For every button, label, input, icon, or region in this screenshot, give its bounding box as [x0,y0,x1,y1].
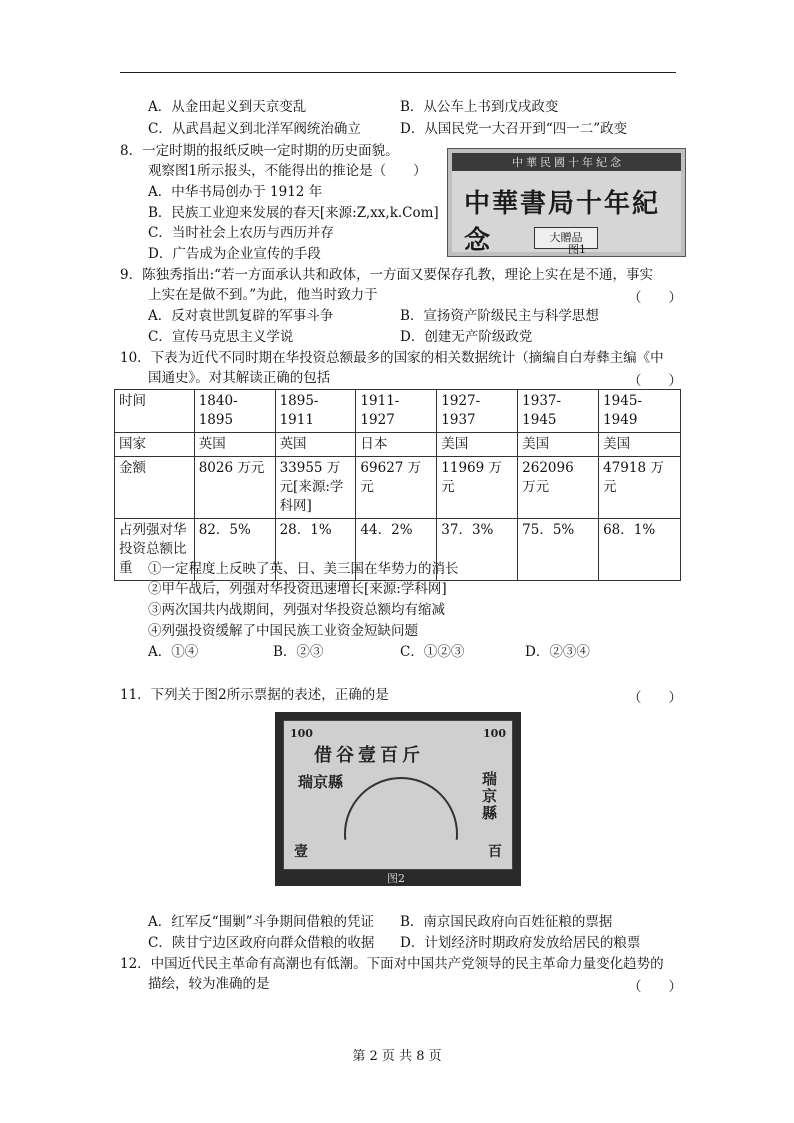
table-header-period: 时间 [115,390,195,433]
q10-option-c: C．①②③ [400,644,465,660]
q10-option-b: B．②③ [273,644,324,660]
figure-2-county-right: 瑞京縣 [482,770,498,822]
figure-2-denomination-br: 百 [488,844,502,860]
q12-stem-2: 描绘，较为准确的是 [148,976,270,992]
figure-2-denomination-bl: 壹 [294,844,308,860]
q10-stem: 10．下表为近代不同时期在华投资总额最多的国家的相关数据统计（摘编自白寿彝主编《中 [120,350,664,366]
q7-option-b: B．从公车上书到戊戌政变 [400,99,559,115]
table-cell: 1895-1911 [275,390,356,433]
table-cell: 1945-1949 [599,390,681,433]
q8-option-d: D．广告成为企业宣传的手段 [148,246,321,262]
q10-option-a: A．①④ [148,644,199,660]
table-cell: 1927-1937 [437,390,518,433]
table-cell: 美国 [599,433,681,457]
figure-1-gift-box: 大贈品 [534,227,598,249]
figure-2-county-left: 瑞京縣 [298,773,344,791]
q9-stem: 9．陈独秀指出:“若一方面承认共和政体，一方面又要保存孔教，理论上实在是不通，事实 [120,267,654,283]
figure-1-caption: 图1 [568,243,586,256]
table-cell: 英国 [194,433,275,457]
q9-stem-2: 上实在是做不到。”为此，他当时致力于 [148,287,378,303]
q11-option-c: C．陕甘宁边区政府向群众借粮的收据 [148,935,375,951]
table-cell: 1911-1927 [356,390,437,433]
figure-1-banner [452,153,681,171]
table-cell: 1937-1945 [518,390,599,433]
table-cell: 75．5% [518,519,599,581]
q9-option-a: A．反对袁世凯复辟的军事斗争 [148,308,334,324]
figure-2-grain-receipt [275,712,521,886]
q10-statement-2: ②甲午战后，列强对华投资迅速增长[来源:学科网] [148,581,447,597]
q9-option-c: C．宣传马克思主义学说 [148,329,294,345]
table-cell: 28．1% [275,519,356,581]
q11-option-b: B．南京国民政府向百姓征粮的票据 [400,914,613,930]
q9-option-d: D．创建无产阶级政党 [400,329,533,345]
q12-answer-paren: （ ） [628,979,682,995]
q7-option-a: A．从金田起义到天京变乱 [148,99,307,115]
table-cell: 68．1% [599,519,681,581]
q12-stem: 12．中国近代民主革命有高潮也有低潮。下面对中国共产党领导的民主革命力量变化趋势的 [120,956,664,972]
q10-statement-4: ④列强投资缓解了中国民族工业资金短缺问题 [148,623,418,639]
figure-2-caption: 图2 [387,872,405,885]
table-cell: 82．5% [194,519,275,581]
figure-1-newspaper-header [447,148,686,257]
figure-2-denomination-tr: 100 [483,727,506,740]
table-cell: 262096 万元 [518,457,599,519]
figure-1-title: 中華書局十年紀念 [464,189,661,256]
q8-option-b: B．民族工业迎来发展的春天[来源:Z,xx,k.Com] [148,205,439,221]
figure-1-banner-text: 中華民國十年紀念 [512,156,624,169]
table-cell: 37．3% [437,519,518,581]
table-cell: 11969 万元 [437,457,518,519]
q9-answer-paren: （ ） [628,290,682,306]
table-cell: 44．2% [356,519,437,581]
q7-option-d: D．从国民党一大召开到“四一二”政变 [400,121,628,137]
figure-2-title: 借谷壹百斤 [314,745,424,766]
table-cell: 美国 [437,433,518,457]
header-rule [120,72,676,73]
q10-statement-3: ③两次国共内战期间，列强对华投资总额均有缩减 [148,602,445,618]
q11-stem: 11．下列关于图2所示票据的表述，正确的是 [120,687,389,703]
q10-stem-2: 国通史》。对其解读正确的包括 [148,370,331,386]
table-cell: 69627 万元 [356,457,437,519]
q11-answer-paren: （ ） [628,690,682,706]
q8-stem: 8．一定时期的报纸反映一定时期的历史面貌。 [120,143,399,159]
figure-1-paper [452,153,681,256]
q10-answer-paren: （ ） [628,373,682,389]
q8-stem-2: 观察图1所示报头，不能得出的推论是（ ） [148,163,427,179]
q9-option-b: B．宣扬资产阶级民主与科学思想 [400,308,599,324]
table-cell: 1840-1895 [194,390,275,433]
investment-table [114,389,681,581]
figure-2-denomination-tl: 100 [290,727,313,740]
table-header-country: 国家 [115,433,195,457]
figure-2-paper [283,720,513,870]
page-number: 第 2 页 共 8 页 [352,1049,442,1064]
table-cell: 33955 万元[来源:学科网] [275,457,356,519]
table-header-share: 占列强对华投资总额比重 [115,519,195,581]
table-cell: 英国 [275,433,356,457]
table-header-amount: 金额 [115,457,195,519]
q10-option-d: D．②③④ [525,644,590,660]
q7-option-c: C．从武昌起义到北洋军阀统治确立 [148,121,361,137]
table-cell: 美国 [518,433,599,457]
table-cell: 47918 万元 [599,457,681,519]
table-cell: 8026 万元 [194,457,275,519]
q11-option-d: D．计划经济时期政府发放给居民的粮票 [400,935,641,951]
q8-option-c: C．当时社会上农历与西历并存 [148,225,334,241]
table-row-amount [115,457,681,519]
table-row-country [115,433,681,457]
table-row-period [115,390,681,433]
q11-option-a: A．红军反“围剿”斗争期间借粮的凭证 [148,914,375,930]
table-cell: 日本 [356,433,437,457]
q8-option-a: A．中华书局创办于 1912 年 [148,184,323,200]
q10-statement-1: ①一定程度上反映了英、日、美三国在华势力的消长 [148,561,459,577]
